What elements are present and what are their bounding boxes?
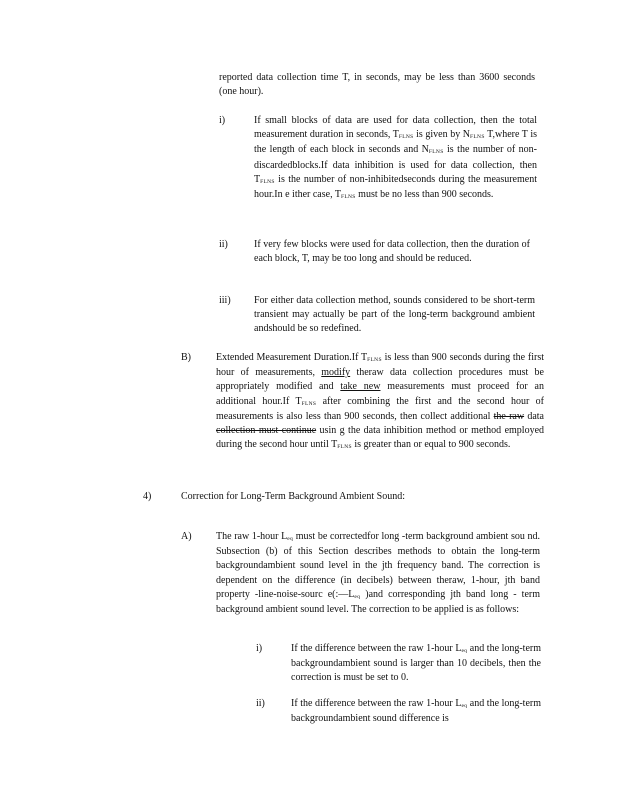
item-label-ii: ii) bbox=[219, 239, 228, 250]
section-b-text: Extended Measurement Duration.If $T_{FLNS}$ is less than 900 seconds during the first hour of measurements, modify theraw data collection procedures must be appropriately modified and take new measurements must proceed for an additional hour.If $T_{FLNS}$ after combining the first and the second hour of measurements is also less than 900 seconds, then collect additional the raw data collection must continue usin g the data inhibition method or method employed during the second hour until $T_{FLNS}$ is greater than or equal to 900 seconds. bbox=[216, 352, 545, 451]
item-text-i: If small blocks of data are used for data collection, then the total measurement duration in seconds, $T_{FLNS}$ is given by $N_{FLNS}$ T,where T is the length of each block in seconds and $N_{FLNS}$ is the number of non-discardedblocks.If data inhibition is used for data collection, then $T_{FLNS}$ is the number of non-inhibitedseconds during the measurement hour.In e ither case, $T_{FLNS}$ must be no less than 900 seconds. bbox=[254, 115, 537, 201]
item-4a-text-i: If the difference between the raw 1-hour $L_{eq}$ and the long-term backgroundambient sound is larger than 10 decibels, then the correction is must be set to 0. bbox=[291, 643, 542, 684]
item-4a-text-ii: If the difference between the raw 1-hour $L_{eq}$ and the long-term backgroundambient sound difference is bbox=[291, 698, 542, 725]
intro-paragraph: reported data collection time T, in seconds, may be less than 3600 seconds (one hour). bbox=[219, 72, 535, 98]
item-4a-label-ii: ii) bbox=[256, 698, 265, 709]
section-4a-text: The raw 1-hour $L_{eq}$ must be correctedfor long -term background ambient sou nd. Subsection (b) of this Section describes methods to obtain the long-term backgroundambient sound level in the jth frequency band. The correction is dependent on the difference (in decibels) between theraw, 1-hour, jth band property -line-noise-sourc $e(:—L_{eq}$ )and corresponding jth band long - term background ambient sound level. The correction to be applied is as follows: bbox=[216, 531, 541, 616]
item-text-iii: For either data collection method, sounds considered to be short-term transient may actually be part of the long-term background ambient andshould be so redefined. bbox=[254, 295, 535, 335]
item-text-ii: If very few blocks were used for data collection, then the duration of each block, T, may be too long and should be reduced. bbox=[254, 239, 530, 265]
item-label-iii: iii) bbox=[219, 295, 231, 306]
item-label-i: i) bbox=[219, 115, 226, 126]
item-4a-label-i: i) bbox=[256, 643, 263, 654]
section-label-4a: A) bbox=[181, 531, 192, 542]
section-label-4: 4) bbox=[143, 491, 152, 502]
section-label-b: B) bbox=[181, 352, 191, 363]
section-4-title: Correction for Long-Term Background Ambient Sound: bbox=[181, 491, 405, 502]
